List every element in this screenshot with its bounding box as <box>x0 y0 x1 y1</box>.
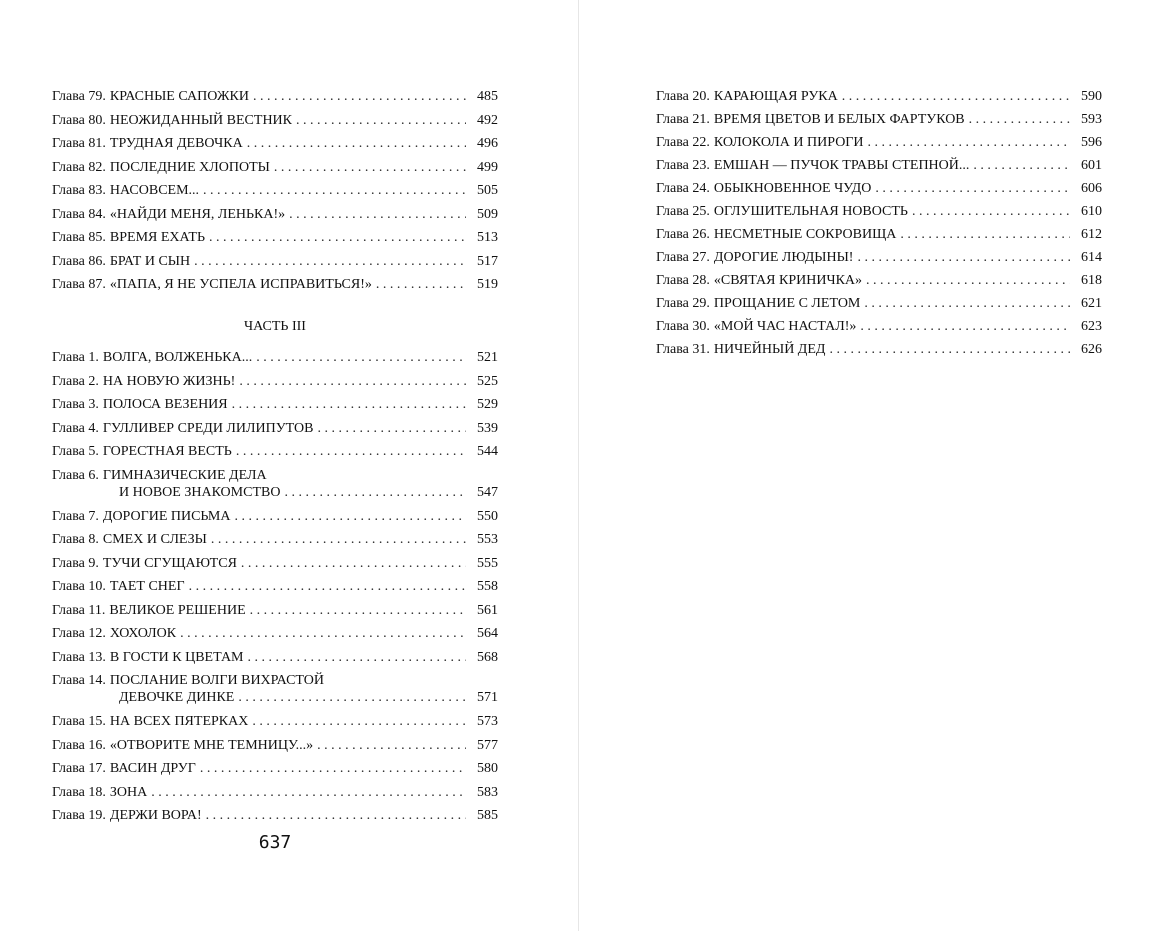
page-reference: 499 <box>477 159 498 175</box>
leader-dots <box>253 88 466 105</box>
chapter-number: Глава 3. <box>52 397 99 412</box>
leader-dots <box>151 784 466 801</box>
chapter-title: НАСОВСЕМ... <box>109 183 200 198</box>
page-number: 637 <box>258 832 292 853</box>
page-reference: 585 <box>477 808 498 823</box>
chapter-number: Глава 85. <box>52 230 106 245</box>
chapter-title: «ОТВОРИТЕ МНЕ ТЕМНИЦУ...» <box>109 737 314 753</box>
page-reference: 547 <box>477 484 498 500</box>
leader-dots <box>829 341 1070 358</box>
page-reference: 610 <box>1081 204 1102 219</box>
toc-entry <box>52 649 498 666</box>
leader-dots <box>247 135 466 152</box>
toc-entry <box>656 180 1102 197</box>
toc-entry <box>656 226 1102 243</box>
chapter-number: Глава 21. <box>656 112 710 127</box>
toc-entry <box>52 578 498 595</box>
chapter-title: ДЕРЖИ ВОРА! <box>109 808 202 823</box>
chapter-title: БРАТ И СЫН <box>109 253 191 269</box>
chapter-number: Глава 9. <box>52 555 99 571</box>
leader-dots <box>866 272 1070 289</box>
toc-entry <box>656 249 1102 266</box>
toc-entry-first-line <box>52 672 498 689</box>
toc-entry <box>52 88 498 105</box>
leader-dots <box>912 203 1070 220</box>
toc-entry <box>656 134 1102 151</box>
page-reference: 544 <box>477 444 498 459</box>
page-reference: 553 <box>477 532 498 547</box>
leader-dots <box>203 182 466 199</box>
chapter-number: Глава 13. <box>52 649 106 665</box>
chapter-title: НЕСМЕТНЫЕ СОКРОВИЩА <box>713 227 897 242</box>
page-reference: 573 <box>477 714 498 729</box>
chapter-title: КОЛОКОЛА И ПИРОГИ <box>713 135 864 150</box>
chapter-number: Глава 23. <box>656 158 710 173</box>
page-reference: 496 <box>477 136 498 151</box>
leader-dots <box>317 420 466 437</box>
leader-dots <box>842 88 1070 105</box>
leader-dots <box>274 159 466 176</box>
chapter-number: Глава 86. <box>52 253 106 269</box>
chapter-number: Глава 24. <box>656 181 710 196</box>
chapter-title: ВАСИН ДРУГ <box>109 761 196 776</box>
toc-entry <box>52 112 498 129</box>
page-reference: 568 <box>477 649 498 665</box>
toc-entry <box>52 672 498 706</box>
chapter-title: «ПАПА, Я НЕ УСПЕЛА ИСПРАВИТЬСЯ!» <box>109 277 372 292</box>
chapter-title-continued: И НОВОЕ ЗНАКОМСТВО <box>119 484 281 500</box>
toc-entry <box>52 349 498 366</box>
chapter-number: Глава 8. <box>52 532 99 547</box>
chapter-title: ВОЛГА, ВОЛЖЕНЬКА... <box>102 350 253 365</box>
leader-dots <box>317 737 466 754</box>
chapter-number: Глава 6. <box>52 467 99 483</box>
leader-dots <box>238 689 466 706</box>
chapter-number: Глава 18. <box>52 784 106 800</box>
toc-entry <box>52 467 498 501</box>
chapter-number: Глава 28. <box>656 273 710 288</box>
leader-dots <box>250 602 466 619</box>
page-reference: 606 <box>1081 181 1102 196</box>
chapter-title: ГОРЕСТНАЯ ВЕСТЬ <box>102 444 232 459</box>
chapter-title: СМЕХ И СЛЕЗЫ <box>102 532 207 547</box>
chapter-title: «НАЙДИ МЕНЯ, ЛЕНЬКА!» <box>109 206 286 222</box>
toc-entry-continuation <box>52 484 498 501</box>
chapter-title: ПРОЩАНИЕ С ЛЕТОМ <box>713 296 861 311</box>
chapter-title: ГУЛЛИВЕР СРЕДИ ЛИЛИПУТОВ <box>102 420 314 436</box>
leader-dots <box>248 649 466 666</box>
page-reference: 626 <box>1081 342 1102 357</box>
chapter-number: Глава 79. <box>52 89 106 104</box>
page-reference: 614 <box>1081 250 1102 265</box>
page-reference: 590 <box>1081 89 1102 104</box>
leader-dots <box>232 396 466 413</box>
toc-entry <box>656 272 1102 289</box>
chapter-title: ГИМНАЗИЧЕСКИЕ ДЕЛА <box>102 467 267 483</box>
chapter-number: Глава 14. <box>52 673 106 688</box>
page-reference: 583 <box>477 784 498 800</box>
toc-entry <box>656 203 1102 220</box>
leader-dots <box>900 226 1070 243</box>
page-reference: 577 <box>477 737 498 753</box>
page-reference: 485 <box>477 89 498 104</box>
toc-entry <box>52 135 498 152</box>
toc-entry <box>52 159 498 176</box>
leader-dots <box>252 713 466 730</box>
page-reference: 513 <box>477 230 498 245</box>
toc-entry <box>52 182 498 199</box>
leader-dots <box>973 157 1070 174</box>
page-reference: 561 <box>477 602 498 618</box>
chapter-number: Глава 27. <box>656 250 710 265</box>
chapter-title: ЗОНА <box>109 784 148 800</box>
part-heading: ЧАСТЬ III <box>244 319 306 334</box>
toc-entry <box>656 295 1102 312</box>
chapter-number: Глава 10. <box>52 579 106 594</box>
chapter-number: Глава 87. <box>52 277 106 292</box>
page-reference: 593 <box>1081 112 1102 127</box>
chapter-number: Глава 4. <box>52 420 99 436</box>
leader-dots <box>206 807 466 824</box>
chapter-title: КРАСНЫЕ САПОЖКИ <box>109 89 249 104</box>
chapter-title: ВРЕМЯ ЕХАТЬ <box>109 230 205 245</box>
page-reference: 517 <box>477 253 498 269</box>
toc-entry <box>52 206 498 223</box>
chapter-title: ТУЧИ СГУЩАЮТСЯ <box>102 555 237 571</box>
leader-dots <box>860 318 1070 335</box>
leader-dots <box>857 249 1070 266</box>
chapter-title: ХОХОЛОК <box>109 626 177 641</box>
chapter-number: Глава 84. <box>52 206 106 222</box>
page-reference: 623 <box>1081 319 1102 334</box>
chapter-title: КАРАЮЩАЯ РУКА <box>713 89 838 104</box>
page-reference: 525 <box>477 373 498 389</box>
chapter-number: Глава 80. <box>52 112 106 128</box>
toc-entry <box>52 373 498 390</box>
page-reference: 558 <box>477 579 498 594</box>
leader-dots <box>284 484 466 501</box>
chapter-number: Глава 29. <box>656 296 710 311</box>
chapter-number: Глава 12. <box>52 626 106 641</box>
page-reference: 601 <box>1081 158 1102 173</box>
toc-entry <box>52 602 498 619</box>
chapter-number: Глава 81. <box>52 136 106 151</box>
toc-entry <box>52 253 498 270</box>
chapter-number: Глава 26. <box>656 227 710 242</box>
chapter-number: Глава 2. <box>52 373 99 389</box>
page-gutter <box>578 0 579 931</box>
toc-entry <box>52 760 498 777</box>
leader-dots <box>180 625 466 642</box>
chapter-number: Глава 22. <box>656 135 710 150</box>
chapter-title: ТРУДНАЯ ДЕВОЧКА <box>109 136 243 151</box>
chapter-number: Глава 17. <box>52 761 106 776</box>
page-reference: 612 <box>1081 227 1102 242</box>
toc-entry <box>52 229 498 246</box>
chapter-title: НА НОВУЮ ЖИЗНЬ! <box>102 373 236 389</box>
chapter-number: Глава 11. <box>52 602 106 618</box>
page-reference: 571 <box>477 690 498 705</box>
chapter-number: Глава 16. <box>52 737 106 753</box>
page-reference: 509 <box>477 206 498 222</box>
page-reference: 505 <box>477 183 498 198</box>
toc-entry <box>52 443 498 460</box>
leader-dots <box>875 180 1070 197</box>
leader-dots <box>256 349 466 366</box>
leader-dots <box>236 443 466 460</box>
chapter-number: Глава 7. <box>52 508 99 524</box>
chapter-title: ПОСЛАНИЕ ВОЛГИ ВИХРАСТОЙ <box>109 673 324 688</box>
page-reference: 564 <box>477 626 498 641</box>
leader-dots <box>200 760 466 777</box>
toc-entry <box>52 276 498 293</box>
chapter-title: ЕМШАН — ПУЧОК ТРАВЫ СТЕПНОЙ... <box>713 158 970 173</box>
toc-entry <box>52 807 498 824</box>
chapter-number: Глава 1. <box>52 350 99 365</box>
leader-dots <box>969 111 1070 128</box>
chapter-number: Глава 5. <box>52 444 99 459</box>
toc-entry <box>656 341 1102 358</box>
page-reference: 580 <box>477 761 498 776</box>
page-reference: 621 <box>1081 296 1102 311</box>
toc-entry-continuation <box>52 689 498 706</box>
chapter-title: НА ВСЕХ ПЯТЕРКАХ <box>109 714 249 729</box>
chapter-title-continued: ДЕВОЧКЕ ДИНКЕ <box>119 690 235 705</box>
toc-entry <box>52 737 498 754</box>
page-reference: 550 <box>477 508 498 524</box>
chapter-number: Глава 30. <box>656 319 710 334</box>
leader-dots <box>868 134 1070 151</box>
toc-entry <box>52 396 498 413</box>
leader-dots <box>289 206 466 223</box>
chapter-number: Глава 19. <box>52 808 106 823</box>
leader-dots <box>376 276 466 293</box>
chapter-title: ПОЛОСА ВЕЗЕНИЯ <box>102 397 228 412</box>
chapter-title: ПОСЛЕДНИЕ ХЛОПОТЫ <box>109 159 270 175</box>
chapter-title: НИЧЕЙНЫЙ ДЕД <box>713 342 826 357</box>
toc-entry <box>656 88 1102 105</box>
chapter-title: ДОРОГИЕ ЛЮДЫНЫ! <box>713 250 854 265</box>
leader-dots <box>239 373 466 390</box>
leader-dots <box>194 253 466 270</box>
chapter-number: Глава 15. <box>52 714 106 729</box>
chapter-number: Глава 31. <box>656 342 710 357</box>
leader-dots <box>234 508 466 525</box>
toc-entry <box>52 713 498 730</box>
toc-entry <box>656 318 1102 335</box>
chapter-number: Глава 25. <box>656 204 710 219</box>
chapter-title: ОГЛУШИТЕЛЬНАЯ НОВОСТЬ <box>713 204 908 219</box>
page-reference: 555 <box>477 555 498 571</box>
toc-entry <box>52 555 498 572</box>
page-reference: 596 <box>1081 135 1102 150</box>
chapter-title: «СВЯТАЯ КРИНИЧКА» <box>713 273 863 288</box>
page-reference: 519 <box>477 277 498 292</box>
chapter-title: ТАЕТ СНЕГ <box>109 579 185 594</box>
chapter-number: Глава 20. <box>656 89 710 104</box>
page-reference: 492 <box>477 112 498 128</box>
page-reference: 521 <box>477 350 498 365</box>
page-reference: 529 <box>477 397 498 412</box>
toc-entry <box>52 508 498 525</box>
chapter-title: НЕОЖИДАННЫЙ ВЕСТНИК <box>109 112 293 128</box>
chapter-title: В ГОСТИ К ЦВЕТАМ <box>109 649 244 665</box>
leader-dots <box>189 578 466 595</box>
page-reference: 618 <box>1081 273 1102 288</box>
leader-dots <box>209 229 466 246</box>
toc-entry <box>52 531 498 548</box>
toc-entry <box>52 784 498 801</box>
chapter-title: «МОЙ ЧАС НАСТАЛ!» <box>713 319 857 334</box>
leader-dots <box>296 112 466 129</box>
leader-dots <box>864 295 1070 312</box>
toc-entry <box>52 420 498 437</box>
leader-dots <box>211 531 466 548</box>
toc-entry <box>656 157 1102 174</box>
leader-dots <box>241 555 466 572</box>
chapter-number: Глава 83. <box>52 183 106 198</box>
chapter-title: ВЕЛИКОЕ РЕШЕНИЕ <box>109 602 246 618</box>
chapter-number: Глава 82. <box>52 159 106 175</box>
page-reference: 539 <box>477 420 498 436</box>
chapter-title: ВРЕМЯ ЦВЕТОВ И БЕЛЫХ ФАРТУКОВ <box>713 112 965 127</box>
chapter-title: ОБЫКНОВЕННОЕ ЧУДО <box>713 181 872 196</box>
toc-entry <box>656 111 1102 128</box>
chapter-title: ДОРОГИЕ ПИСЬМА <box>102 508 231 524</box>
toc-entry <box>52 625 498 642</box>
toc-entry-first-line <box>52 467 498 484</box>
